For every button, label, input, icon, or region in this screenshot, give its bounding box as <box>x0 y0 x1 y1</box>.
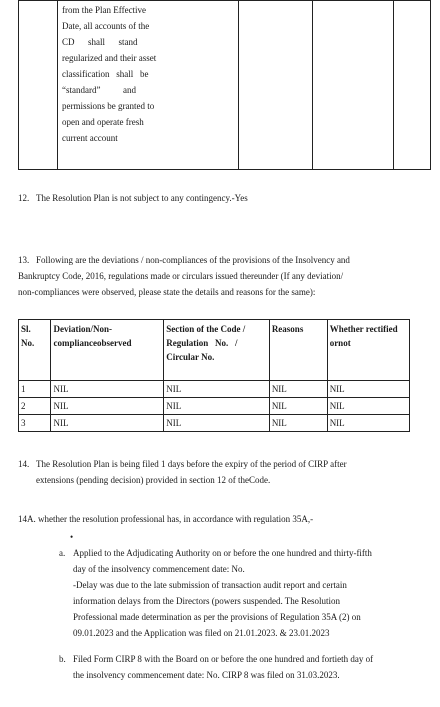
cell-line: open and operate fresh <box>62 117 144 127</box>
cell-line: CD shall stand <box>62 37 138 47</box>
cell-rectified: NIL <box>327 415 409 432</box>
subitem-line: 09.01.2023 and the Application was filed on 21.01.2023. & 23.01.2023 <box>73 628 330 638</box>
cell-section: NIL <box>164 415 270 432</box>
cell-section: NIL <box>164 398 270 415</box>
item-number: 14. <box>18 459 30 469</box>
cell-line: “standard” and <box>62 85 136 95</box>
item-text: The Resolution Plan is not subject to any contingency.-Yes <box>36 193 248 203</box>
subitem-line: Applied to the Adjudicating Authority on or before the one hundred and thirty-fifth <box>73 548 372 558</box>
bullet-dot: • <box>70 532 74 542</box>
cell-deviation: NIL <box>51 398 164 415</box>
cell-reasons: NIL <box>269 398 327 415</box>
table-cell <box>58 1 239 170</box>
cell-deviation: NIL <box>51 381 164 398</box>
subitem-line: day of the insolvency commencement date: No. <box>73 564 245 574</box>
table-cell <box>394 1 431 170</box>
cell-reasons: NIL <box>269 381 327 398</box>
table-row <box>19 398 410 415</box>
deviation-table <box>18 319 410 432</box>
cell-line: Date, all accounts of the <box>62 21 150 31</box>
cell-line: from the Plan Effective <box>62 5 147 15</box>
header-deviation: Deviation/Non- complianceobserved <box>51 320 164 381</box>
item-14 <box>18 456 428 488</box>
cell-sl: 1 <box>19 381 51 398</box>
continued-table <box>18 0 431 170</box>
cell-deviation: NIL <box>51 415 164 432</box>
table-cell <box>239 1 313 170</box>
cell-sl: 2 <box>19 398 51 415</box>
header-rectified: Whether rectified ornot <box>327 320 409 381</box>
subitem-b <box>59 651 428 683</box>
subitem-label: a. <box>59 548 66 558</box>
subitem-line: the insolvency commencement date: No. CIRP 8 was filed on 31.03.2023. <box>73 670 340 680</box>
header-reasons: Reasons <box>269 320 327 381</box>
subitem-line: Filed Form CIRP 8 with the Board on or before the one hundred and fortieth day of <box>73 654 374 664</box>
cell-sl: 3 <box>19 415 51 432</box>
subitem-label: b. <box>59 654 66 664</box>
item-text-line: The Resolution Plan is being filed 1 days before the expiry of the period of CIRP after <box>36 459 347 469</box>
subitem-line: Professional made determination as per the provisions of Regulation 35A (2) on <box>73 612 361 622</box>
cell-rectified: NIL <box>327 381 409 398</box>
plan-terms-text <box>58 1 238 146</box>
cell-reasons: NIL <box>269 415 327 432</box>
item-text-line: extensions (pending decision) provided in section 12 of theCode. <box>36 475 271 485</box>
header-section: Section of the Code / Regulation No. / Circular No. <box>164 320 270 381</box>
item-text-line: Following are the deviations / non-compliances of the provisions of the Insolvency and <box>36 255 350 265</box>
subitem-line: information delays from the Directors (powers suspended. The Resolution <box>73 596 341 606</box>
table-row <box>19 415 410 432</box>
subitem-line: -Delay was due to the late submission of transaction audit report and certain <box>73 580 347 590</box>
table-cell <box>313 1 394 170</box>
cell-rectified: NIL <box>327 398 409 415</box>
table-cell <box>19 1 58 170</box>
item-12 <box>18 190 428 206</box>
item-13 <box>18 252 428 300</box>
cell-section: NIL <box>164 381 270 398</box>
cell-line: regularized and their asset <box>62 53 157 63</box>
item-number: 12. <box>18 193 30 203</box>
cell-line: current account <box>62 133 118 143</box>
table-row <box>19 381 410 398</box>
item-14a <box>18 511 428 527</box>
header-sl-no: Sl. No. <box>19 320 51 381</box>
item-text-line: Bankruptcy Code, 2016, regulations made or circulars issued thereunder (If any deviation/ <box>18 271 344 281</box>
cell-line: classification shall be <box>62 69 149 79</box>
item-text-line: non-compliances were observed, please state the details and reasons for the same): <box>18 287 316 297</box>
item-number: 13. <box>18 255 30 265</box>
item-text: 14A. whether the resolution professional has, in accordance with regulation 35A,- <box>18 514 314 524</box>
table-header-row <box>19 320 410 381</box>
cell-line: permissions be granted to <box>62 101 155 111</box>
subitem-a <box>59 545 428 641</box>
